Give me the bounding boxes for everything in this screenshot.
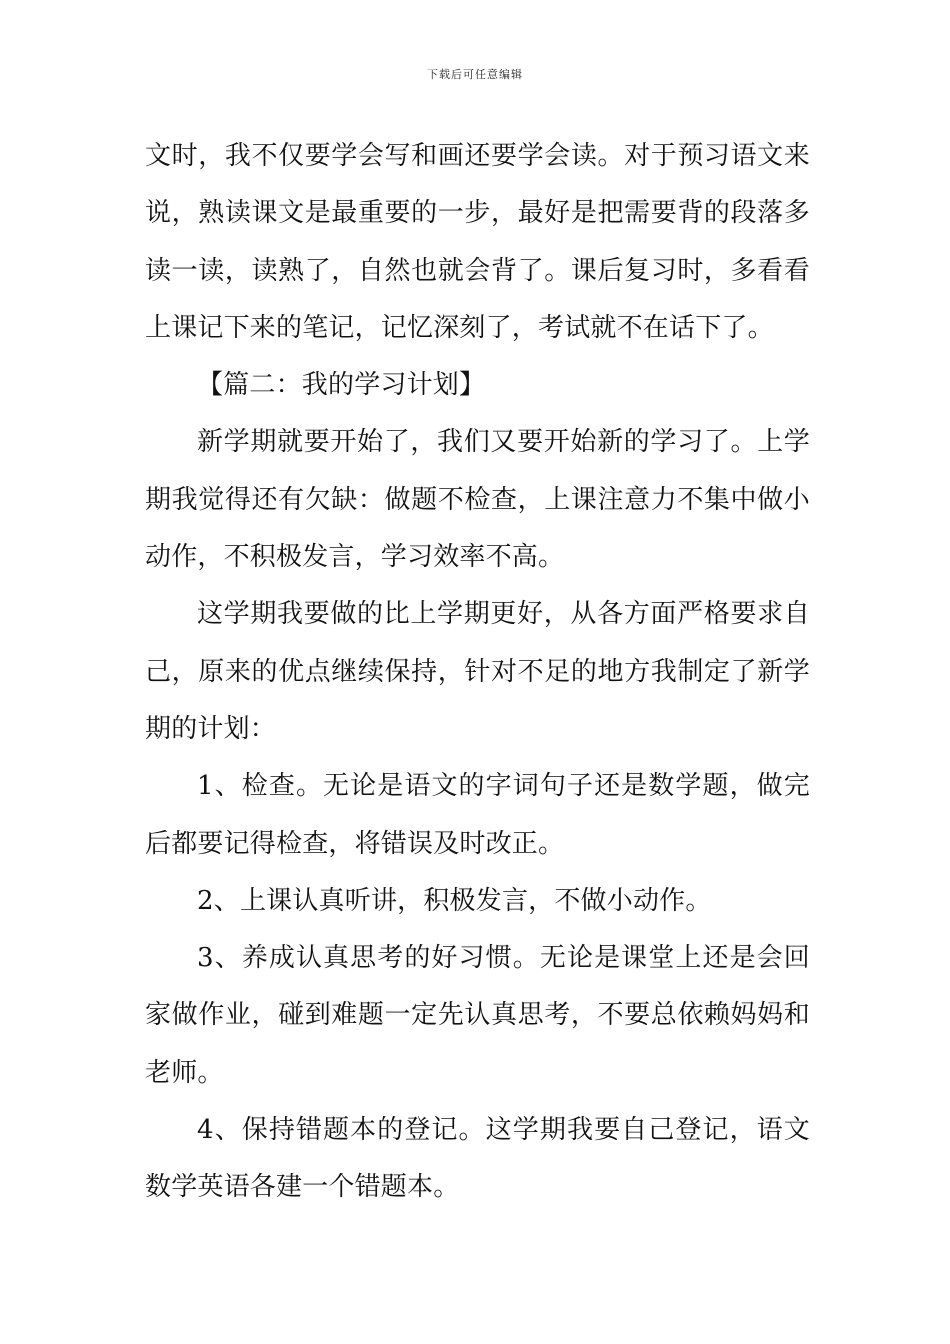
list-item: 4、保持错题本的登记。这学期我要自己登记，语文数学英语各建一个错题本。 xyxy=(145,1115,810,1203)
list-item: 1、检查。无论是语文的字词句子还是数学题，做完后都要记得检查，将错误及时改正。 xyxy=(145,771,810,859)
document-body xyxy=(145,128,810,1217)
paragraph-continuation: 文时，我不仅要学会写和画还要学会读。对于预习语文来说，熟读课文是最重要的一步，最好是把需要背的段落多读一读，读熟了，自然也就会背了。课后复习时，多看看上课记下来的笔记，记忆深刻了，考试就不在话下了。 xyxy=(145,141,810,343)
section-heading: 【篇二：我的学习计划】 xyxy=(197,370,486,401)
paragraph: 新学期就要开始了，我们又要开始新的学习了。上学期我觉得还有欠缺：做题不检查，上课注意力不集中做小动作，不积极发言，学习效率不高。 xyxy=(145,427,810,573)
page-header: 下载后可任意编辑 xyxy=(427,68,523,81)
list-item: 2、上课认真听讲，积极发言，不做小动作。 xyxy=(197,885,712,916)
list-item: 3、养成认真思考的好习惯。无论是课堂上还是会回家做作业，碰到难题一定先认真思考，不要总依赖妈妈和老师。 xyxy=(145,943,810,1088)
paragraph: 这学期我要做的比上学期更好，从各方面严格要求自己，原来的优点继续保持，针对不足的地方我制定了新学期的计划： xyxy=(145,599,810,744)
